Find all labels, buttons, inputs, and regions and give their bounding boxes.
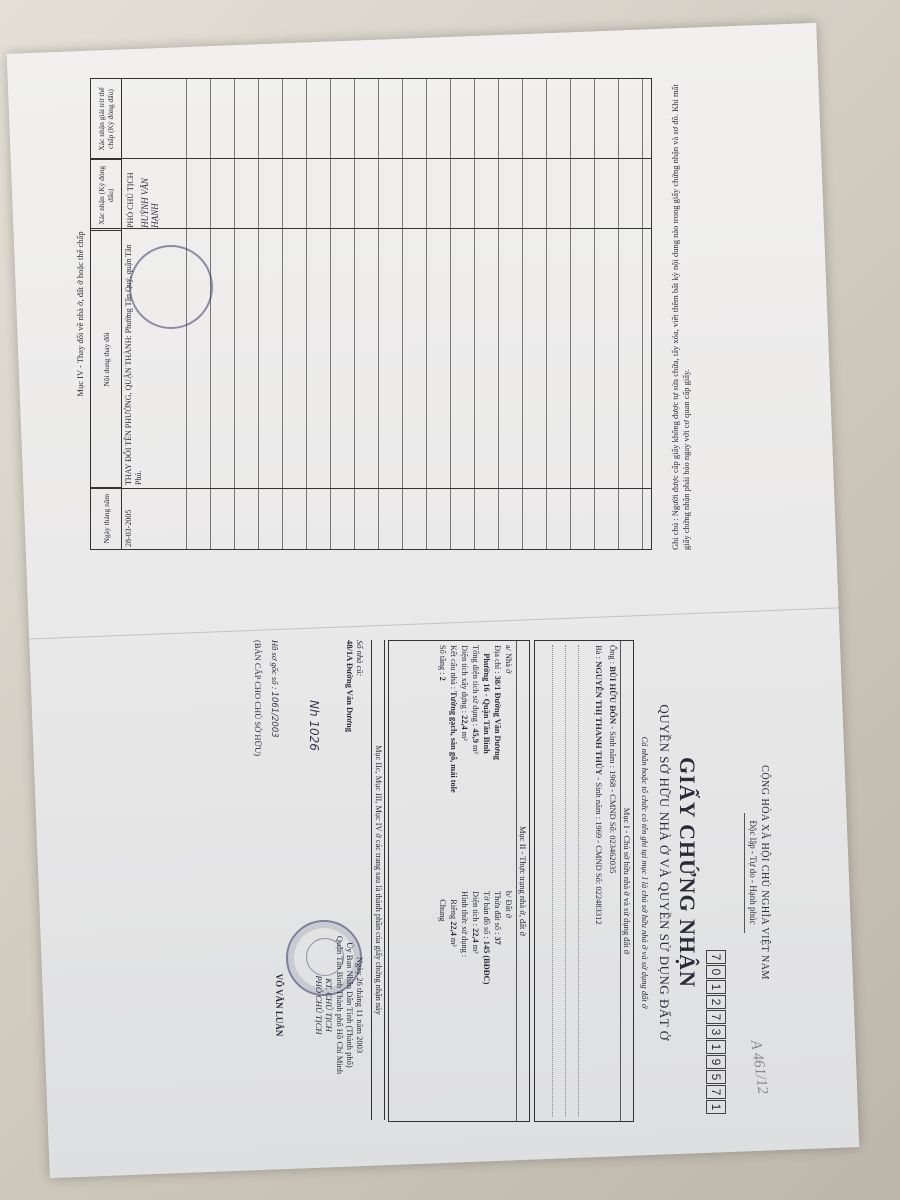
republic-name: CỘNG HÒA XÃ HỘI CHỦ NGHĨA VIỆT NAM (759, 765, 770, 980)
changes-table-header (91, 79, 122, 549)
col-date-header: Ngày tháng năm (91, 487, 121, 549)
front-page (80, 620, 770, 1125)
serial-number: 7 0 1 2 7 3 1 9 5 7 1 (706, 950, 726, 1114)
signer-name: VÕ VĂN LUÂN (274, 973, 285, 1037)
owner-1-name: BÙI HỮU ĐÔN (607, 666, 618, 725)
owner-2: Bà : NGUYỄN THỊ THANH THỦY - Sinh năm : 1969 - CMND Số: 022483312 (593, 645, 604, 925)
section-owners (534, 640, 634, 1122)
intro-text: Cá nhân hoặc tổ chức có tên ghi tại mục I là chủ sở hữu nhà ở và sử dụng đất ở (640, 736, 650, 1009)
owner-1-info: - Sinh năm : 1968 - CMND Số: 023462035 (607, 726, 618, 874)
back-page (70, 55, 770, 560)
entry-date: 28-03-2005 (124, 509, 133, 547)
land-details: b/ Đất ở Thửa đất số : 37 Tờ bản đồ số : 145 (BĐĐC) Diện tích : 22,4 m² Hình thức sử dụng : Riêng 22,4 m² Chung (438, 891, 513, 985)
owner-1: Ông : BÙI HỮU ĐÔN - Sinh năm : 1968 - CMND Số: 023462035 (607, 645, 618, 874)
entry-signer: HUỲNH VĂN HẠNH (139, 178, 161, 228)
entry-content: THAY ĐỔI TÊN PHƯỜNG, QUẬN THÀNH: Phường Tân Quý, quận Tân Phú. (124, 244, 143, 486)
owner-copy-label: (BẢN CẤP CHO CHỦ SỞ HỮU) (253, 640, 264, 757)
changes-table-caption: Mục IV - Thay đổi về nhà ở, đất ở hoặc thế chấp (75, 231, 85, 397)
section-property-heading: Mục II - Thực trạng nhà ở, đất ở (516, 641, 529, 1121)
section-property (388, 640, 530, 1122)
handwritten-note: Nh 1026 (306, 700, 321, 751)
entry-role: PHÓ CHỦ TỊCH (126, 172, 135, 228)
footnote: Ghi chú : Người được cấp giấy không được tự sửa chữa, tẩy xóa, viết thêm bất kỳ nội dung nào trong giấy chứng nhận và sơ đồ. Khi mất giấy chứng nhận phải báo ngay với cơ quan cấp giấy. (670, 84, 692, 550)
document-subtitle: QUYỀN SỞ HỮU NHÀ Ở VÀ QUYỀN SỬ DỤNG ĐẤT Ở (657, 704, 672, 1041)
official-seal-icon (129, 245, 213, 329)
ruled-lines (163, 79, 651, 549)
col-content-header: Nội dung thay đổi (91, 230, 121, 487)
file-info: Số nhà cũ: 48/1A Đường Văn Dương Nh 1026 Hồ sơ gốc số : 1061/2003 (BẢN CẤP CHO CHỦ SỞ HỮU) (253, 640, 365, 860)
handwritten-code: A 461/12 (747, 1039, 771, 1096)
national-motto: Độc lập - Tự do - Hạnh phúc (748, 820, 758, 925)
signature-block: Ngày 26 tháng 11 năm 2003 Ủy Ban Nhân Dân Tỉnh (Thành phố) Quận Tân Bình Thành phố Hồ Chí Minh KT. CHỦ TỊCH PHÓ CHỦ TỊCH VÕ VĂN LUÂN (273, 890, 365, 1120)
owner-2-info: - Sinh năm : 1969 - CMND Số: 022483312 (593, 777, 604, 925)
col-confirm-header: Xác nhận (Ký đóng dấu) (91, 159, 121, 230)
address-value: 38/1 Đường Văn Dương (493, 675, 502, 760)
section-owners-heading: Mục I - Chủ sở hữu nhà ở và sử dụng đất ở (620, 641, 633, 1121)
house-details: a/ Nhà ở Địa chỉ : 38/1 Đường Văn Dương Phường 16 - Quận Tân Bình Tổng diện tích sử dụng : 45,9 m² Diện tích xây dựng : 22,4 m² Kết cấu nhà : Tường gạch, sàn gỗ, mái tole Số tầng : 2 (438, 645, 513, 793)
changes-table (75, 78, 652, 550)
footer-heading: Mục IIc, Mục III, Mục IV ở các trang sau là thành phần của giấy chứng nhận này (371, 640, 385, 1120)
col-mortgage-header: Xác nhận giải trừ thế chấp (Ký đóng dấu) (97, 87, 115, 151)
document-title: GIẤY CHỨNG NHẬN (675, 757, 700, 988)
owner-2-name: NGUYỄN THỊ THANH THỦY (593, 661, 604, 776)
ward-value: Phường 16 - Quận Tân Bình (482, 653, 491, 754)
issue-date: Ngày 26 tháng 11 năm 2003 (355, 956, 365, 1054)
